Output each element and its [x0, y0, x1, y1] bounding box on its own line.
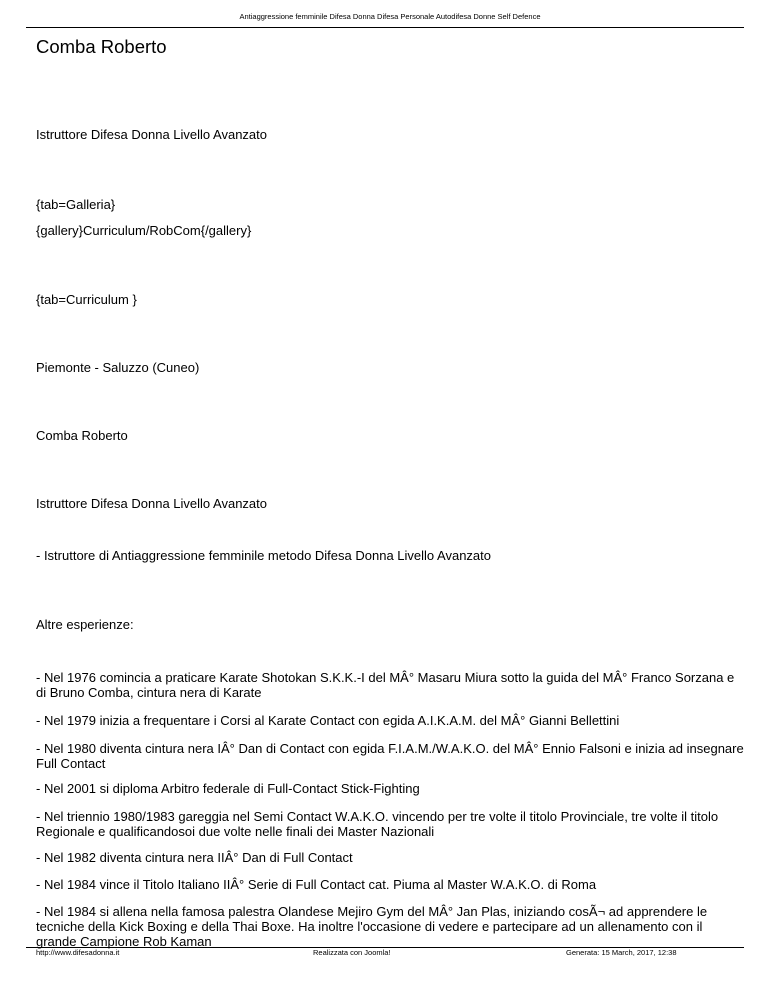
paragraph-experiences-heading: Altre esperienze:	[36, 617, 134, 632]
paragraph-gallery-tag: {gallery}Curriculum/RobCom{/gallery}	[36, 223, 252, 238]
footer-url: http://www.difesadonna.it	[36, 948, 120, 957]
page-title: Comba Roberto	[36, 36, 167, 57]
paragraph-instructor: - Istruttore di Antiaggressione femminile metodo Difesa Donna Livello Avanzato	[36, 548, 492, 563]
list-item: - Nel 1980 diventa cintura nera IÂ° Dan di Contact con egida F.I.A.M./W.A.K.O. del MÂ° Ennio Falsoni e inizia ad insegnare Full Contact	[36, 741, 744, 771]
running-header: Antiaggressione femminile Difesa Donna Difesa Personale Autodifesa Donne Self Defence	[239, 12, 541, 21]
footer-powered-by: Realizzata con Joomla!	[313, 948, 391, 957]
footer-generated-date: Generata: 15 March, 2017, 12:38	[566, 948, 677, 957]
list-item: - Nel 1982 diventa cintura nera IIÂ° Dan di Full Contact	[36, 850, 353, 865]
paragraph-tab-curriculum: {tab=Curriculum }	[36, 292, 137, 307]
list-item: - Nel 2001 si diploma Arbitro federale di Full-Contact Stick-Fighting	[36, 781, 420, 796]
paragraph-role: Istruttore Difesa Donna Livello Avanzato	[36, 496, 268, 511]
list-item: - Nel 1976 comincia a praticare Karate Shotokan S.K.K.-I del MÂ° Masaru Miura sotto la guida del MÂ° Franco Sorzana e di Bruno Comba, cintura nera di Karate	[36, 670, 735, 700]
list-item: - Nel 1979 inizia a frequentare i Corsi al Karate Contact con egida A.I.K.A.M. del MÂ° Gianni Bellettini	[36, 713, 620, 728]
paragraph-tab-gallery: {tab=Galleria}	[36, 197, 116, 212]
paragraph-location: Piemonte - Saluzzo (Cuneo)	[36, 360, 200, 375]
paragraph-name: Comba Roberto	[36, 428, 128, 443]
list-item: - Nel 1984 vince il Titolo Italiano IIÂ° Serie di Full Contact cat. Piuma al Master W.A.K.O. di Roma	[36, 877, 597, 892]
list-item: - Nel triennio 1980/1983 gareggia nel Semi Contact W.A.K.O. vincendo per tre volte il titolo Provinciale, tre volte il titolo Regionale e qualificandosoi due volte nelle finali dei Master Nazionali	[36, 809, 719, 839]
paragraph-subtitle: Istruttore Difesa Donna Livello Avanzato	[36, 127, 268, 142]
list-item: - Nel 1984 si allena nella famosa palestra Olandese Mejiro Gym del MÂ° Jan Plas, iniziando cosÃ¬ ad apprendere le tecniche della Kick Boxing e della Thai Boxe. Ha inoltre l'occasione di vedere e partecipare ad un allenamento con il grande Campione Rob Kaman	[36, 904, 708, 949]
header-divider	[26, 27, 744, 28]
